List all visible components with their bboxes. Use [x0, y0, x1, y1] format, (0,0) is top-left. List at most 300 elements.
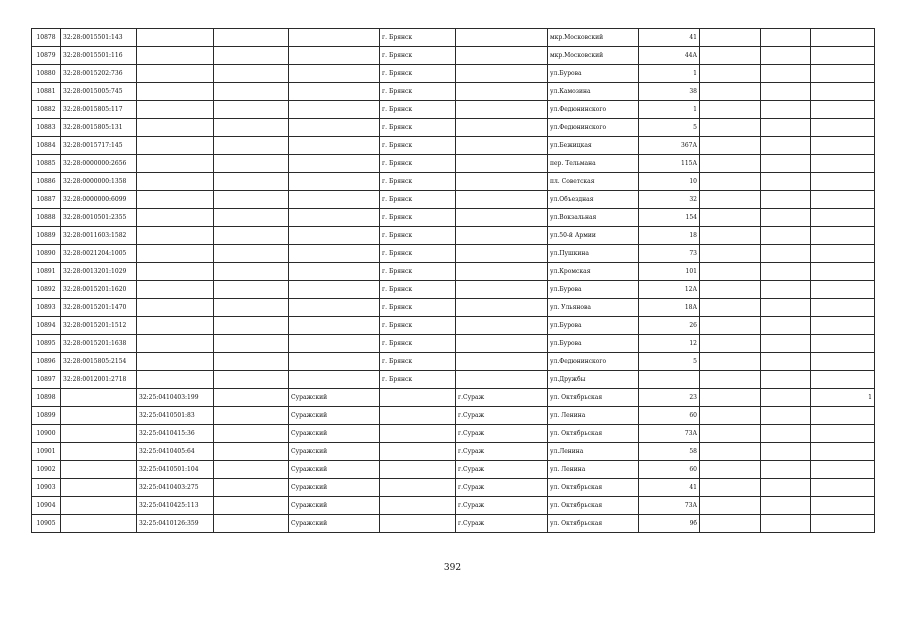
cell-cadastral-number-alt [137, 335, 214, 353]
cell-cadastral-number-alt: 32:25:0410403:199 [137, 389, 214, 407]
cell-city [380, 479, 456, 497]
cell-cadastral-number: 32:28:0015805:2154 [61, 353, 137, 371]
cell-cadastral-number [61, 461, 137, 479]
cell-cadastral-number: 32:28:0015501:116 [61, 47, 137, 65]
cell-district [289, 65, 380, 83]
cell-city-alt [456, 353, 548, 371]
cell-extra [811, 443, 875, 461]
cell-cadastral-number [61, 443, 137, 461]
cell-cadastral-number: 32:28:0015005:745 [61, 83, 137, 101]
cell-district: Суражский [289, 461, 380, 479]
cell-empty [700, 353, 761, 371]
table-row [32, 353, 875, 371]
cell-extra [811, 227, 875, 245]
cell-extra [811, 119, 875, 137]
table-row [32, 173, 875, 191]
table-row [32, 407, 875, 425]
cell-cadastral-number-alt [137, 209, 214, 227]
cell-district [289, 101, 380, 119]
cell-cadastral-number-alt [137, 245, 214, 263]
table-row [32, 497, 875, 515]
cell-house-number: 58 [639, 443, 700, 461]
cell-city-alt [456, 191, 548, 209]
cell-city-alt [456, 335, 548, 353]
cell-extra [811, 191, 875, 209]
cell-city-alt: г.Сураж [456, 479, 548, 497]
cell-extra [811, 353, 875, 371]
cell-empty [700, 191, 761, 209]
cell-empty [700, 371, 761, 389]
cell-city: г. Брянск [380, 65, 456, 83]
cell-empty [761, 317, 811, 335]
cell-empty [214, 119, 289, 137]
cell-empty [214, 191, 289, 209]
cell-empty [700, 83, 761, 101]
cell-empty [761, 353, 811, 371]
cell-house-number: 12 [639, 335, 700, 353]
cell-empty [214, 425, 289, 443]
cell-street: пл. Советская [548, 173, 639, 191]
cell-id: 10878 [32, 29, 61, 47]
cell-id: 10901 [32, 443, 61, 461]
cell-cadastral-number-alt: 32:25:0410501:83 [137, 407, 214, 425]
cell-empty [761, 155, 811, 173]
cell-empty [761, 227, 811, 245]
cell-extra [811, 407, 875, 425]
cell-id: 10890 [32, 245, 61, 263]
cell-house-number: 5 [639, 119, 700, 137]
table-row [32, 227, 875, 245]
cell-empty [700, 119, 761, 137]
cell-city-alt [456, 227, 548, 245]
cell-empty [761, 443, 811, 461]
cell-city: г. Брянск [380, 101, 456, 119]
cell-extra [811, 497, 875, 515]
cell-extra [811, 299, 875, 317]
cell-cadastral-number [61, 515, 137, 533]
cell-extra [811, 281, 875, 299]
table-row [32, 389, 875, 407]
cell-empty [761, 497, 811, 515]
cell-cadastral-number-alt [137, 317, 214, 335]
cell-street: ул. Октябрьская [548, 515, 639, 533]
cell-empty [214, 299, 289, 317]
cell-cadastral-number-alt [137, 371, 214, 389]
cell-cadastral-number-alt: 32:25:0410126:359 [137, 515, 214, 533]
cell-district: Суражский [289, 407, 380, 425]
cell-extra [811, 137, 875, 155]
cell-extra [811, 245, 875, 263]
cell-cadastral-number [61, 497, 137, 515]
cell-empty [214, 389, 289, 407]
cell-city-alt [456, 137, 548, 155]
cell-district [289, 173, 380, 191]
cell-cadastral-number-alt: 32:25:0410405:64 [137, 443, 214, 461]
cell-city-alt [456, 83, 548, 101]
cell-cadastral-number: 32:28:0015202:736 [61, 65, 137, 83]
cell-empty [700, 101, 761, 119]
cell-city: г. Брянск [380, 317, 456, 335]
cell-empty [700, 209, 761, 227]
cell-district [289, 155, 380, 173]
cell-id: 10888 [32, 209, 61, 227]
cell-street: ул. Октябрьская [548, 479, 639, 497]
cell-city-alt [456, 173, 548, 191]
cell-cadastral-number-alt [137, 191, 214, 209]
cell-city-alt [456, 101, 548, 119]
cell-empty [214, 335, 289, 353]
cell-empty [761, 101, 811, 119]
table-row [32, 137, 875, 155]
cell-id: 10899 [32, 407, 61, 425]
cell-street: ул. Ленина [548, 407, 639, 425]
cell-house-number: 5 [639, 353, 700, 371]
cell-cadastral-number-alt [137, 83, 214, 101]
cell-district: Суражский [289, 479, 380, 497]
cell-empty [214, 317, 289, 335]
cell-empty [761, 47, 811, 65]
cell-city-alt [456, 245, 548, 263]
cell-cadastral-number: 32:28:0000000:6099 [61, 191, 137, 209]
table-row [32, 155, 875, 173]
cell-empty [761, 425, 811, 443]
cell-cadastral-number [61, 425, 137, 443]
cell-city: г. Брянск [380, 119, 456, 137]
cell-street: ул.Кромская [548, 263, 639, 281]
cell-city-alt [456, 209, 548, 227]
cell-empty [761, 263, 811, 281]
cell-extra [811, 317, 875, 335]
cell-cadastral-number-alt [137, 281, 214, 299]
cell-city-alt [456, 155, 548, 173]
cell-house-number: 60 [639, 407, 700, 425]
cell-cadastral-number-alt [137, 353, 214, 371]
cell-id: 10893 [32, 299, 61, 317]
cell-house-number: 73А [639, 425, 700, 443]
cell-city: г. Брянск [380, 173, 456, 191]
cell-district [289, 119, 380, 137]
table-row [32, 209, 875, 227]
cell-empty [214, 101, 289, 119]
cell-empty [700, 299, 761, 317]
cell-district [289, 353, 380, 371]
cell-empty [214, 461, 289, 479]
cell-empty [761, 299, 811, 317]
cell-empty [700, 29, 761, 47]
table-row [32, 461, 875, 479]
table-row [32, 281, 875, 299]
cell-id: 10898 [32, 389, 61, 407]
cell-empty [214, 497, 289, 515]
cell-house-number: 26 [639, 317, 700, 335]
cell-empty [214, 47, 289, 65]
cell-house-number: 44А [639, 47, 700, 65]
cell-district [289, 263, 380, 281]
cell-empty [700, 407, 761, 425]
cell-empty [761, 281, 811, 299]
cell-empty [214, 515, 289, 533]
cell-empty [214, 281, 289, 299]
cell-city: г. Брянск [380, 371, 456, 389]
cell-id: 10889 [32, 227, 61, 245]
cell-district [289, 335, 380, 353]
cell-city [380, 515, 456, 533]
cell-city [380, 407, 456, 425]
cell-extra [811, 335, 875, 353]
cell-city: г. Брянск [380, 209, 456, 227]
cell-district [289, 191, 380, 209]
cell-district [289, 317, 380, 335]
cell-city: г. Брянск [380, 155, 456, 173]
cell-cadastral-number [61, 407, 137, 425]
cell-id: 10880 [32, 65, 61, 83]
cell-empty [700, 155, 761, 173]
registry-table [31, 28, 875, 533]
cell-city-alt [456, 299, 548, 317]
cell-extra [811, 209, 875, 227]
cell-district [289, 299, 380, 317]
table-row [32, 371, 875, 389]
cell-empty [214, 65, 289, 83]
cell-empty [214, 137, 289, 155]
page-number: 392 [443, 563, 462, 573]
cell-house-number: 32 [639, 191, 700, 209]
cell-empty [700, 479, 761, 497]
table-row [32, 29, 875, 47]
cell-house-number: 73А [639, 497, 700, 515]
cell-street: пер. Тельмана [548, 155, 639, 173]
cell-city-alt: г.Сураж [456, 461, 548, 479]
cell-street: ул. Октябрьская [548, 425, 639, 443]
cell-city-alt: г.Сураж [456, 425, 548, 443]
cell-empty [214, 245, 289, 263]
cell-id: 10885 [32, 155, 61, 173]
cell-empty [700, 443, 761, 461]
cell-street: мкр.Московский [548, 29, 639, 47]
cell-house-number: 10 [639, 173, 700, 191]
cell-house-number: 73 [639, 245, 700, 263]
cell-empty [700, 245, 761, 263]
cell-empty [761, 335, 811, 353]
cell-cadastral-number: 32:28:0015201:1470 [61, 299, 137, 317]
cell-id: 10891 [32, 263, 61, 281]
cell-empty [700, 65, 761, 83]
cell-house-number: 12А [639, 281, 700, 299]
cell-city: г. Брянск [380, 299, 456, 317]
cell-empty [761, 119, 811, 137]
cell-city: г. Брянск [380, 281, 456, 299]
cell-id: 10896 [32, 353, 61, 371]
cell-street: ул.Камозина [548, 83, 639, 101]
cell-street: ул. Ленина [548, 461, 639, 479]
cell-empty [761, 245, 811, 263]
cell-city-alt [456, 65, 548, 83]
cell-street: ул. Октябрьская [548, 389, 639, 407]
cell-house-number: 60 [639, 461, 700, 479]
cell-street: ул.Бурова [548, 335, 639, 353]
cell-cadastral-number: 32:28:0010501:2355 [61, 209, 137, 227]
cell-cadastral-number-alt [137, 137, 214, 155]
cell-house-number: 115А [639, 155, 700, 173]
cell-house-number: 9б [639, 515, 700, 533]
cell-cadastral-number: 32:28:0015717:145 [61, 137, 137, 155]
cell-empty [761, 65, 811, 83]
cell-id: 10897 [32, 371, 61, 389]
cell-house-number: 1 [639, 65, 700, 83]
cell-extra [811, 47, 875, 65]
cell-cadastral-number-alt: 32:25:0410501:104 [137, 461, 214, 479]
cell-city: г. Брянск [380, 353, 456, 371]
cell-street: ул.Федюнинского [548, 119, 639, 137]
cell-empty [761, 137, 811, 155]
cell-district [289, 371, 380, 389]
cell-empty [214, 263, 289, 281]
cell-id: 10882 [32, 101, 61, 119]
table-row [32, 479, 875, 497]
table-row [32, 101, 875, 119]
cell-city: г. Брянск [380, 29, 456, 47]
cell-empty [700, 281, 761, 299]
cell-empty [214, 29, 289, 47]
cell-city-alt: г.Сураж [456, 389, 548, 407]
cell-empty [761, 29, 811, 47]
cell-empty [214, 407, 289, 425]
cell-street: ул.Бурова [548, 317, 639, 335]
table-row [32, 317, 875, 335]
table-body [32, 29, 875, 533]
cell-extra [811, 479, 875, 497]
cell-district [289, 227, 380, 245]
cell-cadastral-number: 32:28:0015805:131 [61, 119, 137, 137]
cell-house-number [639, 371, 700, 389]
cell-house-number: 18А [639, 299, 700, 317]
cell-district [289, 137, 380, 155]
cell-street: ул.Пушкина [548, 245, 639, 263]
cell-empty [700, 137, 761, 155]
cell-district [289, 209, 380, 227]
cell-empty [700, 227, 761, 245]
cell-id: 10886 [32, 173, 61, 191]
cell-city-alt: г.Сураж [456, 515, 548, 533]
cell-empty [700, 461, 761, 479]
cell-empty [214, 227, 289, 245]
cell-street: ул.Бурова [548, 65, 639, 83]
cell-city: г. Брянск [380, 335, 456, 353]
table-row [32, 335, 875, 353]
cell-city [380, 425, 456, 443]
cell-cadastral-number-alt [137, 119, 214, 137]
cell-city-alt [456, 281, 548, 299]
cell-cadastral-number-alt [137, 155, 214, 173]
cell-city-alt: г.Сураж [456, 497, 548, 515]
cell-cadastral-number: 32:28:0021204:1005 [61, 245, 137, 263]
cell-empty [700, 47, 761, 65]
cell-empty [214, 353, 289, 371]
cell-house-number: 367А [639, 137, 700, 155]
cell-cadastral-number-alt: 32:25:0410425:113 [137, 497, 214, 515]
table-row [32, 191, 875, 209]
cell-street: ул.Ленина [548, 443, 639, 461]
cell-city-alt [456, 317, 548, 335]
cell-district [289, 47, 380, 65]
cell-city [380, 497, 456, 515]
cell-cadastral-number-alt [137, 263, 214, 281]
cell-id: 10879 [32, 47, 61, 65]
cell-extra [811, 65, 875, 83]
cell-empty [700, 317, 761, 335]
cell-street: ул.Федюнинского [548, 101, 639, 119]
cell-id: 10895 [32, 335, 61, 353]
cell-extra [811, 371, 875, 389]
cell-id: 10904 [32, 497, 61, 515]
table-row [32, 119, 875, 137]
cell-cadastral-number-alt [137, 227, 214, 245]
cell-empty [761, 407, 811, 425]
cell-district: Суражский [289, 425, 380, 443]
cell-empty [700, 425, 761, 443]
cell-empty [214, 371, 289, 389]
cell-city: г. Брянск [380, 245, 456, 263]
cell-city [380, 443, 456, 461]
cell-street: ул. Ульянова [548, 299, 639, 317]
cell-city-alt [456, 47, 548, 65]
table-row [32, 83, 875, 101]
cell-city-alt: г.Сураж [456, 407, 548, 425]
cell-empty [700, 497, 761, 515]
cell-district: Суражский [289, 497, 380, 515]
cell-cadastral-number: 32:28:0015501:143 [61, 29, 137, 47]
table-row [32, 425, 875, 443]
cell-house-number: 41 [639, 29, 700, 47]
cell-empty [761, 389, 811, 407]
cell-empty [700, 389, 761, 407]
cell-cadastral-number: 32:28:0000000:1358 [61, 173, 137, 191]
cell-cadastral-number-alt [137, 29, 214, 47]
cell-extra [811, 101, 875, 119]
cell-cadastral-number: 32:28:0015201:1638 [61, 335, 137, 353]
cell-city [380, 461, 456, 479]
cell-city-alt [456, 119, 548, 137]
cell-extra [811, 29, 875, 47]
table-row [32, 299, 875, 317]
cell-cadastral-number-alt: 32:25:0410403:275 [137, 479, 214, 497]
cell-city: г. Брянск [380, 191, 456, 209]
cell-street: ул.Федюнинского [548, 353, 639, 371]
cell-extra [811, 173, 875, 191]
cell-house-number: 23 [639, 389, 700, 407]
cell-street: ул.Объездная [548, 191, 639, 209]
table-row [32, 263, 875, 281]
cell-street: ул.Бежицкая [548, 137, 639, 155]
cell-cadastral-number-alt [137, 299, 214, 317]
cell-id: 10887 [32, 191, 61, 209]
cell-cadastral-number [61, 389, 137, 407]
cell-empty [700, 173, 761, 191]
cell-cadastral-number-alt [137, 47, 214, 65]
cell-house-number: 38 [639, 83, 700, 101]
cell-city: г. Брянск [380, 47, 456, 65]
table-row [32, 65, 875, 83]
cell-city [380, 389, 456, 407]
cell-city-alt [456, 371, 548, 389]
cell-district: Суражский [289, 515, 380, 533]
cell-id: 10892 [32, 281, 61, 299]
cell-empty [214, 173, 289, 191]
cell-empty [761, 515, 811, 533]
cell-city-alt [456, 263, 548, 281]
cell-id: 10900 [32, 425, 61, 443]
cell-district [289, 245, 380, 263]
